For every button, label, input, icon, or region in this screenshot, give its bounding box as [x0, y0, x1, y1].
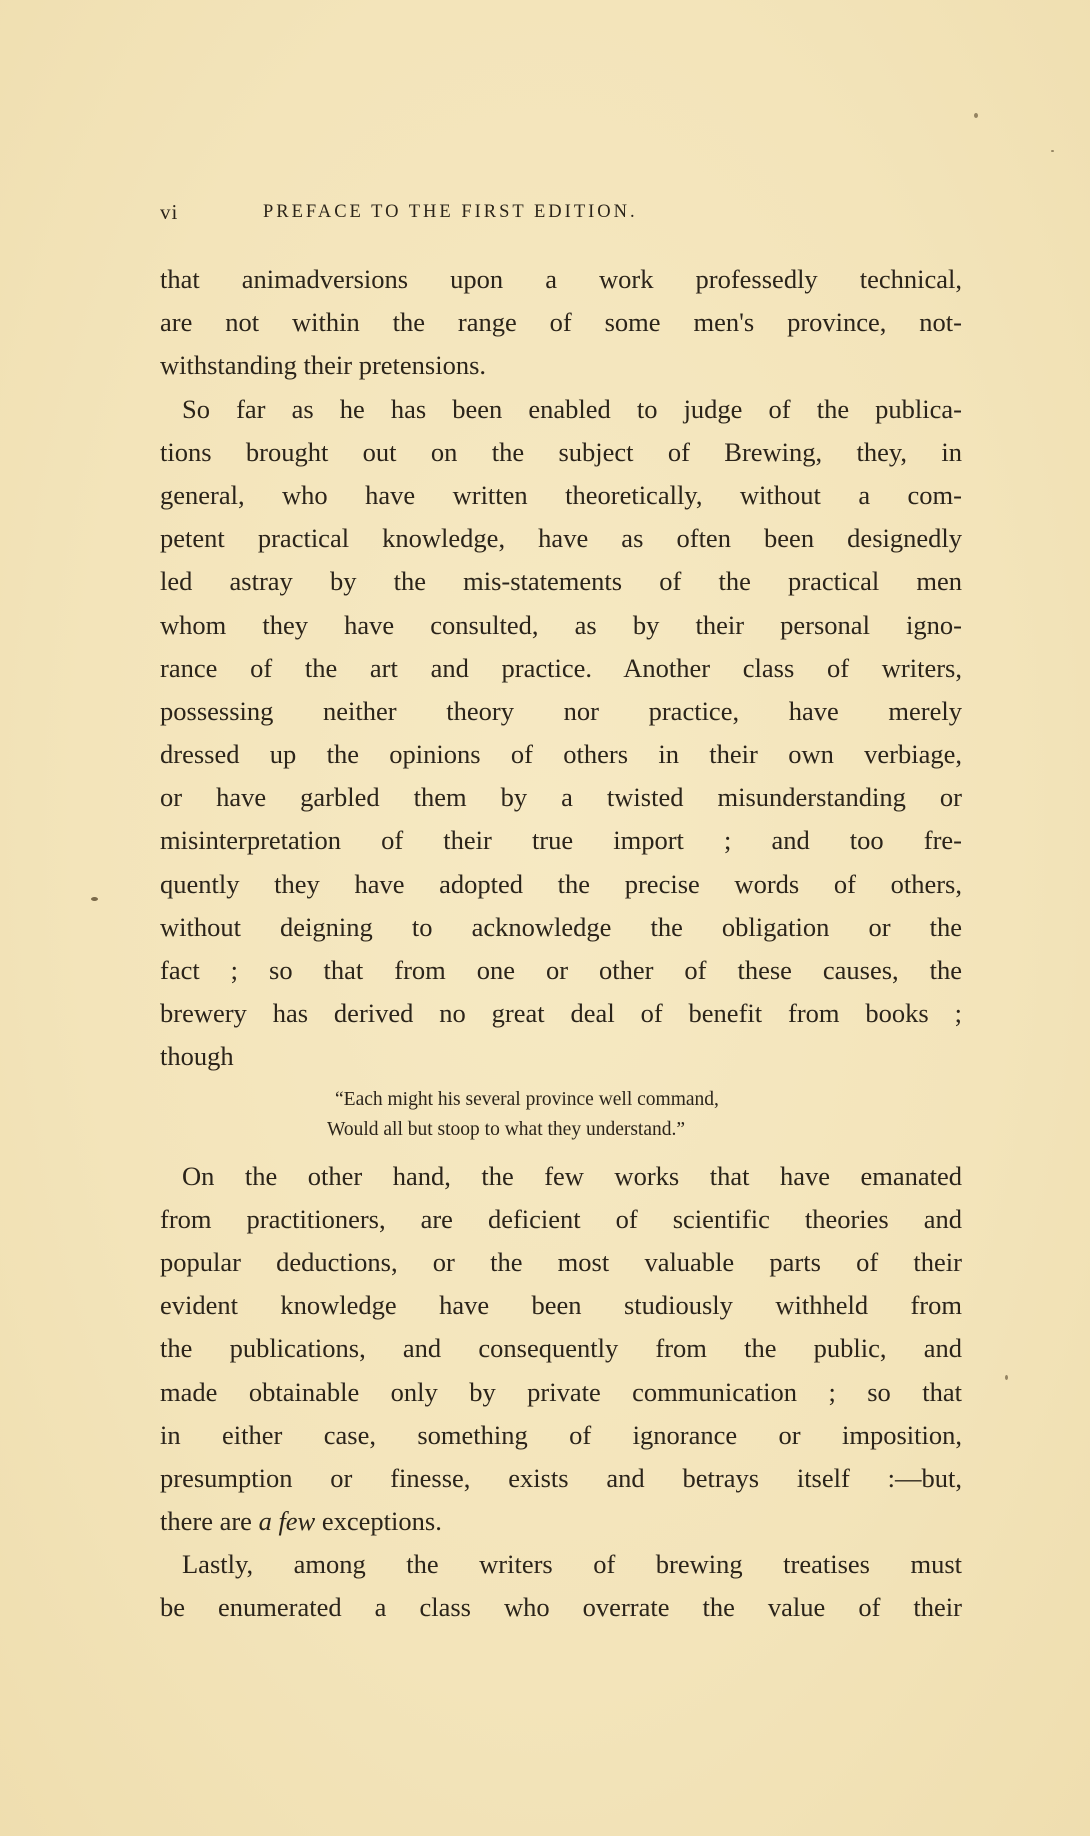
running-head-title: PREFACE TO THE FIRST EDITION.: [263, 202, 638, 222]
text-line: that animadversions upon a work professedly technical,: [160, 264, 962, 294]
text-line: are not within the range of some men's province, not-: [160, 307, 962, 338]
text-line: led astray by the mis-statements of the practical men: [160, 566, 962, 597]
text-line: though: [160, 1041, 234, 1072]
text-line: made obtainable only by private communication ; so that: [160, 1376, 962, 1407]
text-line: whom they have consulted, as by their personal igno-: [160, 609, 962, 640]
text-line: So far as he has been enabled to judge of the publica-: [182, 393, 962, 424]
text-line: evident knowledge have been studiously withheld from: [160, 1290, 962, 1321]
text-line: in either case, something of ignorance or imposition,: [160, 1419, 962, 1450]
paragraph-3: [160, 1155, 962, 1544]
text-line: withstanding their pretensions.: [160, 350, 487, 381]
text-line: misinterpretation of their true import ; and too fre-: [160, 825, 962, 856]
italic-emphasis: a few: [258, 1506, 316, 1537]
paper-speck: [974, 113, 978, 118]
text-line: dressed up the opinions of others in their own verbiage,: [160, 739, 962, 770]
text-line: tions brought out on the subject of Brewing, they, in: [160, 436, 962, 467]
text-line: from practitioners, are deficient of scientific theories and: [160, 1203, 962, 1234]
quote-line: Would all but stoop to what they understand.”: [327, 1118, 686, 1140]
paper-speck: [1005, 1375, 1008, 1380]
text-line: or have garbled them by a twisted misunderstanding or: [160, 782, 962, 813]
quote-line: “Each might his several province well command,: [335, 1088, 719, 1110]
paragraph-2: [160, 388, 962, 1079]
paper-speck: [1051, 150, 1054, 152]
verse-quotation: [160, 1085, 962, 1145]
text-line: Lastly, among the writers of brewing treatises must: [182, 1549, 962, 1580]
paragraph-1: [160, 258, 962, 388]
text-line: the publications, and consequently from the public, and: [160, 1333, 962, 1364]
paper-speck: [91, 897, 98, 901]
text-line: rance of the art and practice. Another class of writers,: [160, 652, 962, 683]
paragraph-4: [160, 1543, 962, 1629]
text-line: fact ; so that from one or other of these causes, the: [160, 955, 962, 985]
text-line: be enumerated a class who overrate the value of their: [160, 1592, 962, 1623]
body-text: [160, 258, 962, 1630]
text-run: there are: [160, 1506, 259, 1537]
text-line: On the other hand, the few works that have emanated: [182, 1160, 962, 1191]
text-line: without deigning to acknowledge the obligation or the: [160, 911, 962, 942]
text-line: [160, 1500, 962, 1543]
text-run: exceptions.: [315, 1506, 442, 1537]
text-line: brewery has derived no great deal of benefit from books ;: [160, 998, 962, 1029]
running-head: [160, 200, 820, 230]
text-line: popular deductions, or the most valuable parts of their: [160, 1246, 962, 1277]
text-line: general, who have written theoretically, without a com-: [160, 479, 962, 510]
text-line: possessing neither theory nor practice, have merely: [160, 695, 962, 726]
page-number: vi: [160, 200, 179, 224]
text-line: petent practical knowledge, have as often been designedly: [160, 523, 962, 554]
text-line: presumption or finesse, exists and betrays itself :—but,: [160, 1462, 962, 1493]
text-line: quently they have adopted the precise words of others,: [160, 868, 962, 899]
